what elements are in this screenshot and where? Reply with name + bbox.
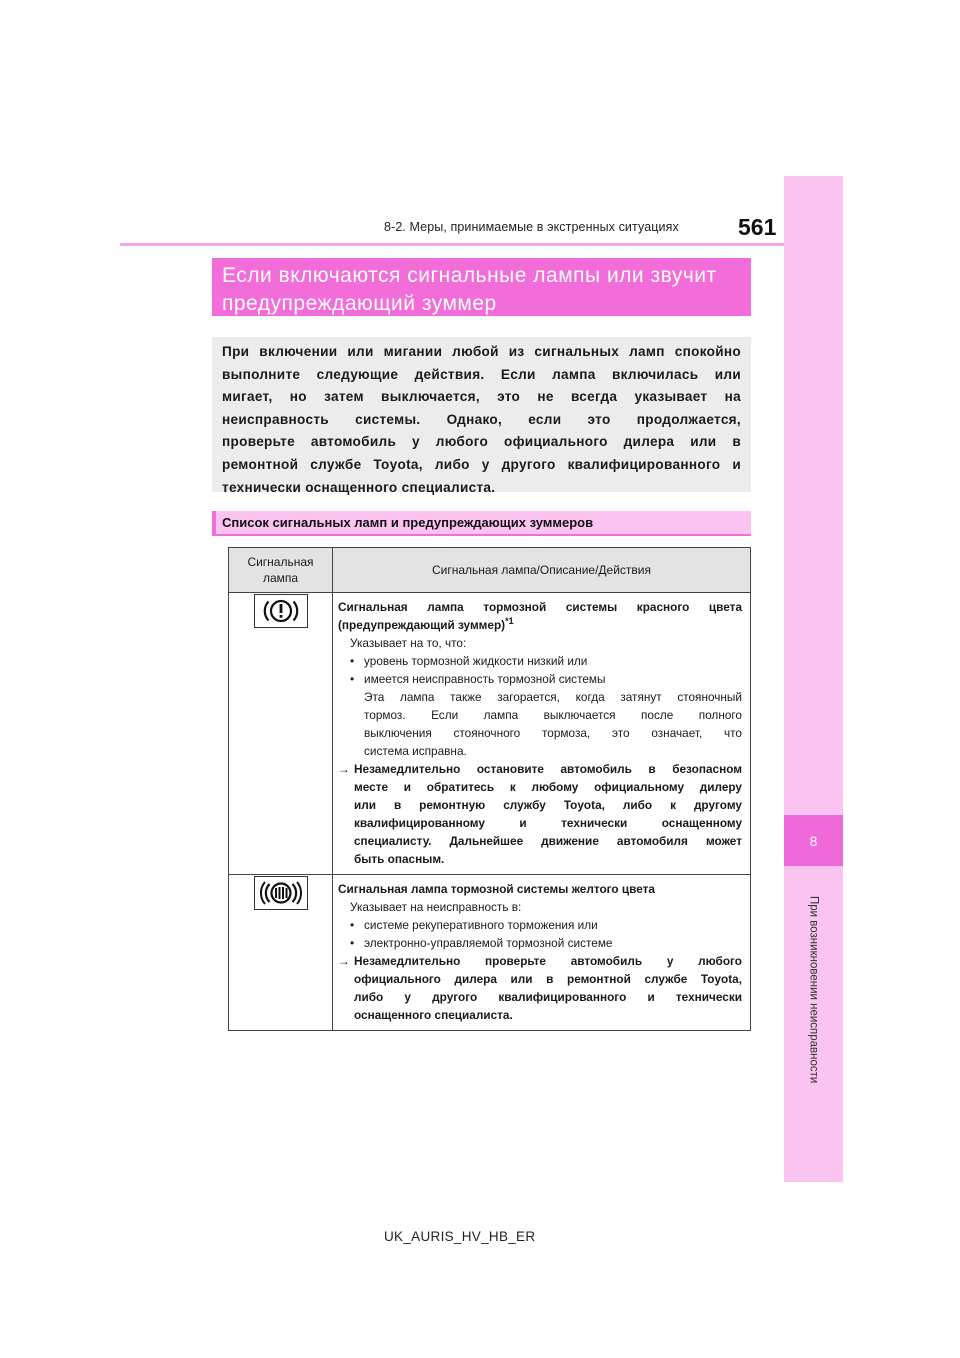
bullet-dot: •: [350, 936, 355, 950]
action-line: специалисту. Дальнейшее движение автомобиля может: [354, 834, 742, 848]
action-line: Незамедлительно остановите автомобиль в безопасном: [354, 762, 742, 776]
brake-system-yellow-icon: [254, 876, 308, 910]
header-lamp-line: лампа: [262, 571, 299, 585]
action-line: официального дилера или в ремонтной службе Toyota,: [354, 972, 742, 986]
action-block: [338, 760, 742, 868]
lamp-cell: [229, 593, 333, 875]
bullet-text: имеется неисправность тормозной системы: [364, 672, 606, 686]
note-line: тормоз. Если лампа выключается после полного: [364, 708, 742, 722]
action-block: [338, 952, 742, 1024]
header-lamp-line: Сигнальная: [247, 555, 314, 569]
action-line: Незамедлительно проверьте автомобиль у любого: [354, 954, 742, 968]
intro-line: ремонтной службе Toyota, либо у другого квалифицированного и: [222, 456, 741, 472]
intro-line: выполните следующие действия. Если лампа включилась или: [222, 366, 741, 382]
chapter-label-tab: [784, 875, 843, 1105]
bullet-dot: •: [350, 672, 355, 686]
lamp-title-part: (предупреждающий зуммер): [338, 618, 506, 632]
warning-lamp-table: [228, 547, 751, 1031]
bullet-item: [338, 652, 742, 670]
bullet-item: [338, 934, 742, 952]
action-line: либо у другого квалифицированного и технически: [354, 990, 742, 1004]
lamp-title-continued: [338, 616, 742, 634]
action-line: быть опасным.: [354, 852, 445, 866]
chapter-number-tab: 8: [784, 815, 843, 866]
footnote-mark: *1: [505, 616, 514, 627]
indicates-text: Указывает на то, что:: [350, 636, 467, 650]
bullet-text: уровень тормозной жидкости низкий или: [364, 654, 588, 668]
subsection-title: Список сигнальных ламп и предупреждающих зуммеров: [212, 511, 751, 536]
intro-box: [212, 337, 751, 495]
bullet-dot: •: [350, 654, 355, 668]
bullet-text: электронно-управляемой тормозной системе: [364, 936, 613, 950]
page-number: 561: [738, 214, 777, 240]
header-rule: [120, 243, 784, 246]
intro-line: технически оснащенного специалиста.: [222, 479, 496, 495]
table-row: [229, 593, 751, 875]
arrow-icon: →: [338, 954, 350, 968]
brake-warning-red-icon: [254, 594, 308, 628]
intro-line: мигает, но затем выключается, это не всегда указывает на: [222, 389, 741, 405]
note-line: система исправна.: [364, 744, 467, 758]
lamp-cell: [229, 875, 333, 1031]
chapter-label: При возникновении неисправности: [807, 896, 820, 1084]
main-title-line-2: предупреждающий зуммер: [222, 292, 497, 315]
table-header-row: [229, 548, 751, 593]
section-title: 8-2. Меры, принимаемые в экстренных ситуациях: [384, 220, 679, 234]
document-code: UK_AURIS_HV_HB_ER: [384, 1229, 536, 1244]
action-line: квалифицированному и технически оснащенному: [354, 816, 742, 830]
description-cell: [333, 593, 751, 875]
header-lamp: [229, 548, 333, 593]
action-line: месте и обратитесь к любому официальному дилеру: [354, 780, 742, 794]
action-line: оснащенного специалиста.: [354, 1008, 513, 1022]
intro-line: При включении или мигании любой из сигнальных ламп спокойно: [222, 344, 741, 359]
action-line: или в ремонтную службу Toyota, либо к другому: [354, 798, 742, 812]
note-line: выключения стояночного тормоза, это означает, что: [364, 726, 742, 740]
bullet-item: [338, 670, 742, 688]
header-description: Сигнальная лампа/Описание/Действия: [333, 548, 751, 593]
intro-line: проверьте автомобиль у любого официального дилера или в: [222, 434, 741, 450]
main-title-line-1: Если включаются сигнальные лампы или звучит: [222, 264, 717, 287]
lamp-title: Сигнальная лампа тормозной системы красного цвета: [338, 600, 742, 614]
table-row: [229, 875, 751, 1031]
note-line: Эта лампа также загорается, когда затянут стояночный: [364, 690, 742, 704]
bullet-dot: •: [350, 918, 355, 932]
intro-line: неисправность системы. Однако, если это продолжается,: [222, 411, 741, 427]
bullet-item: [338, 916, 742, 934]
main-title-banner: [212, 258, 751, 316]
lamp-title: Сигнальная лампа тормозной системы желтого цвета: [338, 882, 655, 896]
arrow-icon: →: [338, 762, 350, 776]
description-cell: [333, 875, 751, 1031]
indicates-text: Указывает на неисправность в:: [350, 900, 522, 914]
bullet-text: системе рекуперативного торможения или: [364, 918, 598, 932]
